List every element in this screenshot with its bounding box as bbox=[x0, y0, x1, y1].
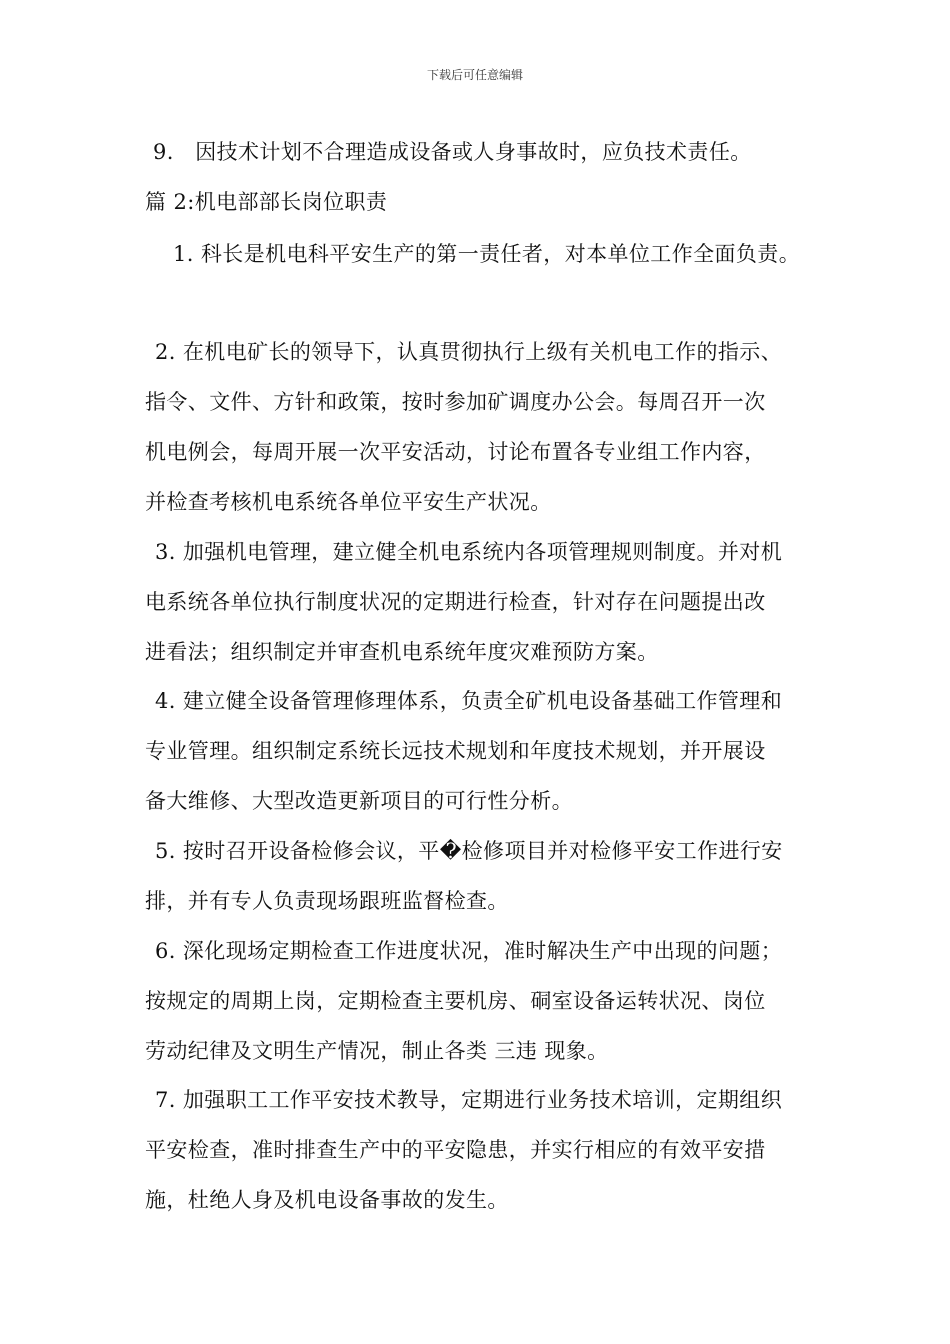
item-2-line-3: 机电例会，每周开展一次平安活动，讨论布置各专业组工作内容， bbox=[145, 440, 766, 464]
item-2-line-2: 指令、文件、方针和政策，按时参加矿调度办公会。每周召开一次 bbox=[145, 390, 766, 414]
item-6-line-3: 劳动纪律及文明生产情况，制止各类 三违 现象。 bbox=[145, 1039, 609, 1063]
item-3-line-1: 3. 加强机电管理，建立健全机电系统内各项管理规则制度。并对机 bbox=[155, 540, 783, 564]
item-7-line-2: 平安检查，准时排查生产中的平安隐患，并实行相应的有效平安措 bbox=[145, 1138, 766, 1162]
item-7-line-1: 7. 加强职工工作平安技术教导，定期进行业务技术培训，定期组织 bbox=[155, 1088, 783, 1112]
item-5-line-1: 5. 按时召开设备检修会议，平�检修项目并对检修平安工作进行安 bbox=[155, 839, 783, 863]
item-3-line-2: 电系统各单位执行制度状况的定期进行检查，针对存在问题提出改 bbox=[145, 590, 766, 614]
item-6-line-2: 按规定的周期上岗，定期检查主要机房、硐室设备运转状况、岗位 bbox=[145, 989, 766, 1013]
item-5-line-2: 排，并有专人负责现场跟班监督检查。 bbox=[145, 889, 509, 913]
page-header: 下载后可任意编辑 bbox=[426, 68, 523, 82]
item-4-line-1: 4. 建立健全设备管理修理体系，负责全矿机电设备基础工作管理和 bbox=[155, 689, 783, 713]
item-4-line-3: 备大维修、大型改造更新项目的可行性分析。 bbox=[145, 789, 573, 813]
section-title: 篇 2:机电部部长岗位职责 bbox=[145, 190, 388, 214]
item-1-line: 1. 科长是机电科平安生产的第一责任者，对本单位工作全面负责。 bbox=[173, 242, 801, 266]
item-2-line-1: 2. 在机电矿长的领导下，认真贯彻执行上级有关机电工作的指示、 bbox=[155, 340, 783, 364]
item-9-line: 9. 因技术计划不合理造成设备或人身事故时，应负技术责任。 bbox=[153, 140, 752, 164]
item-3-line-3: 进看法；组织制定并审查机电系统年度灾难预防方案。 bbox=[145, 640, 659, 664]
item-2-line-4: 并检查考核机电系统各单位平安生产状况。 bbox=[145, 490, 552, 514]
item-6-line-1: 6. 深化现场定期检查工作进度状况，准时解决生产中出现的问题； bbox=[155, 939, 783, 963]
item-4-line-2: 专业管理。组织制定系统长远技术规划和年度技术规划，并开展设 bbox=[145, 739, 766, 763]
item-7-line-3: 施，杜绝人身及机电设备事故的发生。 bbox=[145, 1188, 509, 1212]
